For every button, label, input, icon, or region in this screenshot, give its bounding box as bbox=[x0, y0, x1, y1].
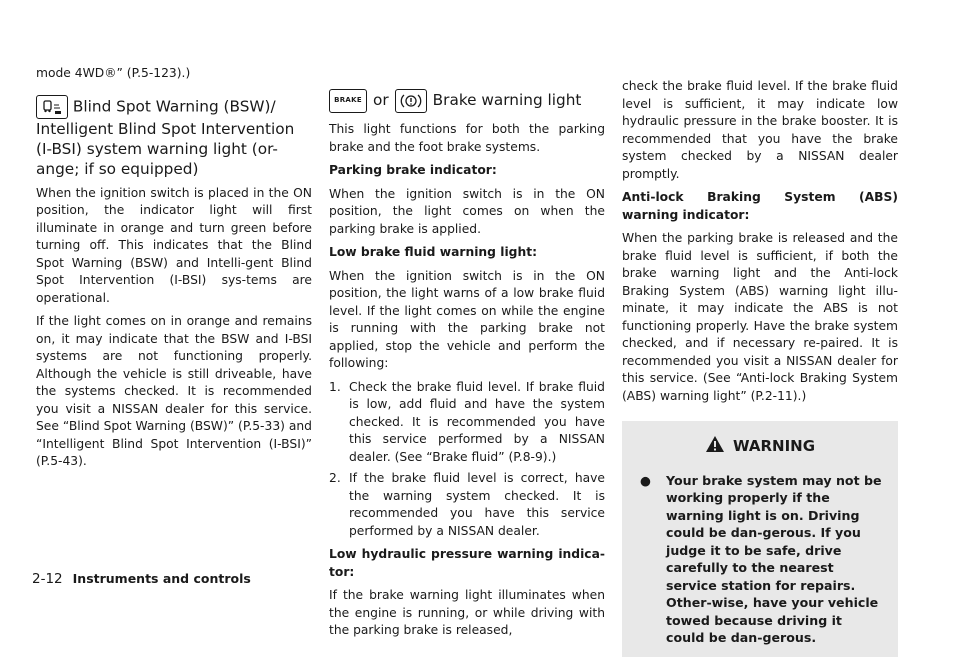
brake-paragraph-1: This light functions for both the parking brake and the foot brake systems. bbox=[329, 122, 605, 154]
warning-triangle-icon bbox=[705, 435, 725, 458]
hydraulic-paragraph: If the brake warning light illuminates when the engine is running, or while driving with the parking brake is released, bbox=[329, 588, 605, 637]
page-footer bbox=[32, 571, 251, 587]
warning-title: WARNING bbox=[732, 436, 816, 455]
page-number: 2-12 bbox=[32, 571, 63, 587]
parking-brake-heading: Parking brake indicator: bbox=[329, 163, 497, 177]
intro-text: mode 4WD®” (P.5-123).) bbox=[36, 66, 191, 80]
abs-paragraph: When the parking brake is released and the brake fluid level is sufficient, if both the brake warning light and the Anti-lock Braking System (ABS) warning light illu-minate, it may indicate the ABS is not functioning properly. Have the brake system checked, and if necessary re-paired. It is recommended you visit a NISSAN dealer for this service. (See “Anti-lock Braking System (ABS) warning light” (P.2-11).) bbox=[622, 231, 898, 403]
column-right bbox=[622, 56, 898, 657]
warning-text: Your brake system may not be working properly if the warning light is on. Driving could be dan-gerous. If you judge it to be safe, drive carefully to the nearest service station for repairs. Other-wise, have your vehicle towed because driving it could be dan-gerous. bbox=[666, 472, 882, 645]
parking-brake-paragraph: When the ignition switch is in the ON position, the light comes on when the parking brake is applied. bbox=[329, 186, 605, 236]
column-middle bbox=[329, 56, 605, 646]
warning-item bbox=[636, 472, 884, 647]
warning-box bbox=[622, 421, 898, 657]
column-left bbox=[36, 56, 312, 477]
brake-circle-icon bbox=[395, 89, 427, 113]
brake-fluid-paragraph: check the brake fluid level. If the brake fluid level is sufficient, it may indicate low hydraulic pressure in the brake booster. It is recommended that you have the brake system checked by a NISSAN dealer promptly. bbox=[622, 79, 898, 181]
hydraulic-heading: Low hydraulic pressure warning indica-tor: bbox=[329, 547, 605, 579]
list-item: 1. Check the brake fluid level. If brake fluid is low, add fluid and have the system checked. It is recommended you have this service performed by a NISSAN dealer. (See “Brake fluid” (P.8-9).) bbox=[329, 379, 605, 464]
section-title: Instruments and controls bbox=[72, 571, 251, 586]
brake-title: Brake warning light bbox=[432, 91, 582, 110]
brake-heading bbox=[329, 89, 605, 113]
bsw-title: Blind Spot Warning (BSW)/ Intelligent Blind Spot Intervention (I-BSI) system warning light (or-ange; if so equipped) bbox=[36, 97, 295, 178]
bsw-heading bbox=[36, 95, 312, 179]
or-text: or bbox=[373, 91, 389, 110]
bsw-paragraph-2: If the light comes on in orange and remains on, it may indicate that the BSW and I-BSI systems are not functioning properly. Although the vehicle is still driveable, have the systems checked. It is recommended you visit a NISSAN dealer for this service. See “Blind Spot Warning (BSW)” (P.5-33) and “Intelligent Blind Spot Intervention (I-BSI)” (P.5-43). bbox=[36, 314, 312, 468]
low-fluid-heading: Low brake fluid warning light: bbox=[329, 245, 538, 259]
bsw-warning-icon bbox=[36, 95, 68, 119]
bsw-paragraph-1: When the ignition switch is placed in the ON position, the indicator light will first illuminate in orange and turn green before turning off. This indicates that the Blind Spot Warning (BSW) and Intelli-gent Blind Spot Intervention (I-BSI) sys-tems are operational. bbox=[36, 185, 312, 305]
brake-text-icon: BRAKE bbox=[329, 89, 367, 113]
low-fluid-paragraph: When the ignition switch is in the ON position, the light warns of a low brake fluid level. If the light comes on while the engine is running with the parking brake not applied, stop the vehicle and perform the following: bbox=[329, 268, 605, 370]
list-item: 2. If the brake fluid level is correct, have the warning system checked. It is recommended you have this service performed by a NISSAN dealer. bbox=[329, 471, 605, 538]
bullet: ● bbox=[640, 472, 651, 488]
abs-heading: Anti-lock Braking System (ABS) warning indicator: bbox=[622, 190, 898, 222]
warning-header bbox=[636, 435, 884, 458]
brake-steps-list bbox=[329, 379, 605, 541]
